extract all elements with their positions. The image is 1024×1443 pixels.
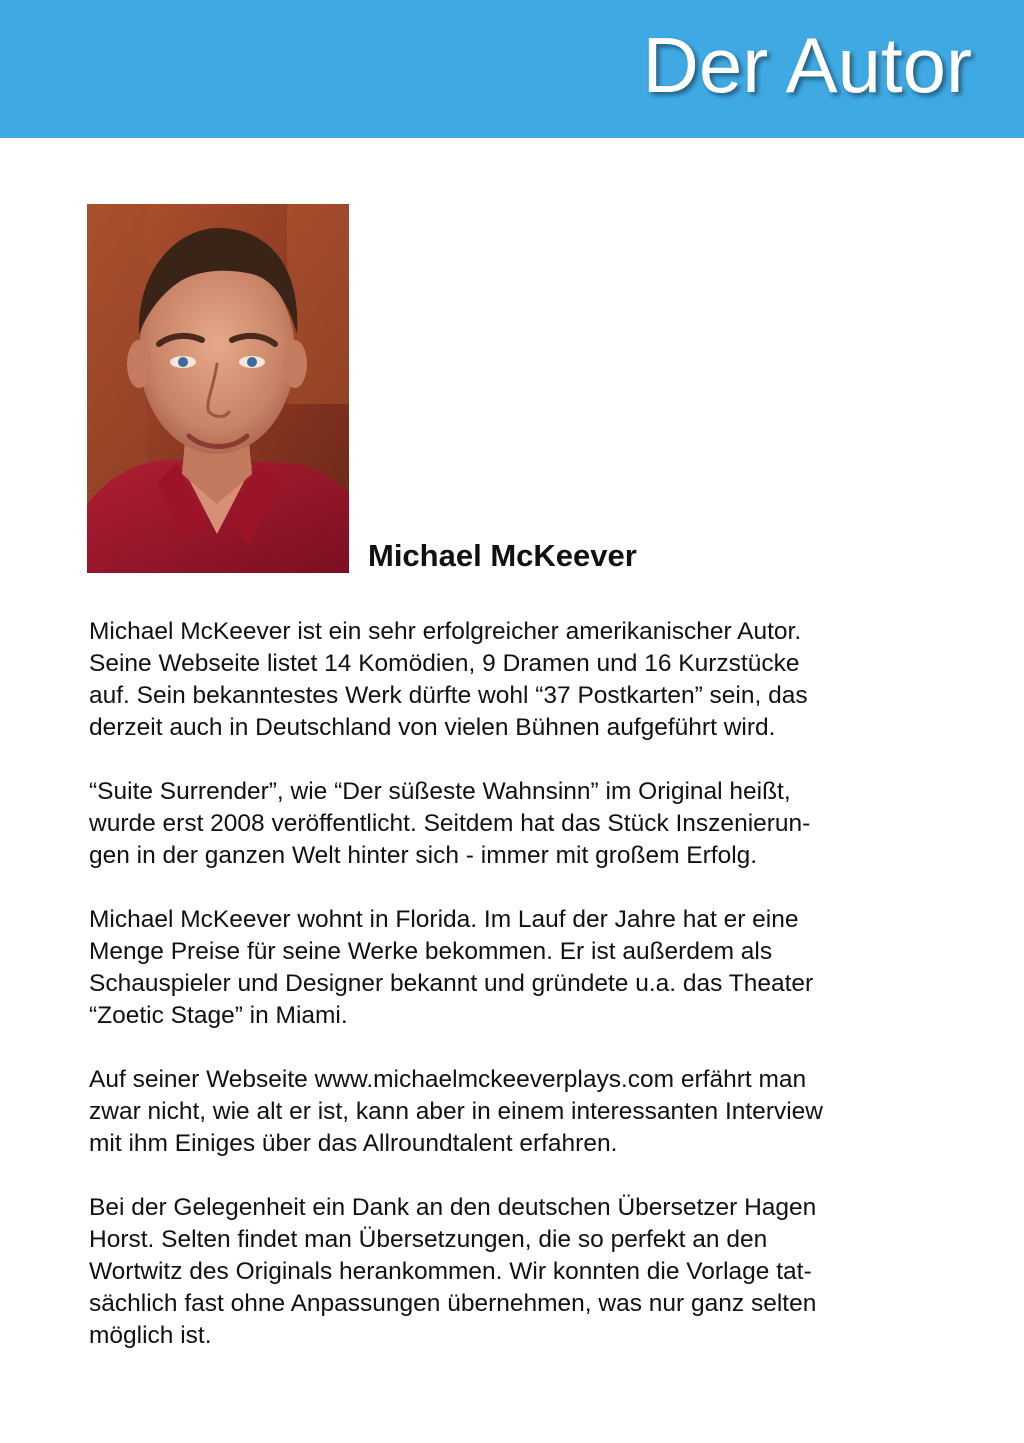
bio-line: sächlich fast ohne Anpassungen übernehmen, was nur ganz selten	[89, 1290, 817, 1317]
bio-line: Bei der Gelegenheit ein Dank an den deutschen Übersetzer Hagen	[89, 1194, 817, 1221]
bio-paragraph	[89, 1064, 949, 1160]
bio-paragraph	[89, 904, 949, 1032]
bio-paragraph	[89, 776, 949, 872]
bio-line: auf. Sein bekanntestes Werk dürfte wohl “37 Postkarten” sein, das	[89, 682, 808, 709]
page-title: Der Autor	[642, 21, 972, 109]
bio-line: zwar nicht, wie alt er ist, kann aber in einem interessanten Interview	[89, 1098, 823, 1125]
bio-line: Horst. Selten findet man Übersetzungen, die so perfekt an den	[89, 1226, 768, 1253]
bio-text	[89, 616, 949, 1384]
bio-line: Seine Webseite listet 14 Komödien, 9 Dramen und 16 Kurzstücke	[89, 650, 800, 677]
author-name: Michael McKeever	[368, 538, 637, 573]
bio-paragraph	[89, 1192, 949, 1352]
bio-line: “Suite Surrender”, wie “Der süßeste Wahnsinn” im Original heißt,	[89, 778, 791, 805]
bio-line: “Zoetic Stage” in Miami.	[89, 1002, 348, 1029]
bio-line: gen in der ganzen Welt hinter sich - immer mit großem Erfolg.	[89, 842, 758, 869]
bio-paragraph	[89, 616, 949, 744]
bio-line: mit ihm Einiges über das Allroundtalent erfahren.	[89, 1130, 618, 1157]
bio-line: Menge Preise für seine Werke bekommen. Er ist außerdem als	[89, 938, 773, 965]
author-portrait	[87, 204, 349, 573]
bio-line: Wortwitz des Originals herankommen. Wir konnten die Vorlage tat-	[89, 1258, 812, 1285]
header-band	[0, 0, 1024, 138]
bio-line: derzeit auch in Deutschland von vielen Bühnen aufgeführt wird.	[89, 714, 776, 741]
bio-line: Michael McKeever wohnt in Florida. Im Lauf der Jahre hat er eine	[89, 906, 799, 933]
bio-line: möglich ist.	[89, 1322, 212, 1349]
bio-line: Michael McKeever ist ein sehr erfolgreicher amerikanischer Autor.	[89, 618, 802, 645]
bio-line: wurde erst 2008 veröffentlicht. Seitdem hat das Stück Inszenierun-	[89, 810, 811, 837]
bio-line: Schauspieler und Designer bekannt und gründete u.a. das Theater	[89, 970, 814, 997]
bio-line: Auf seiner Webseite www.michaelmckeeverplays.com erfährt man	[89, 1066, 807, 1093]
